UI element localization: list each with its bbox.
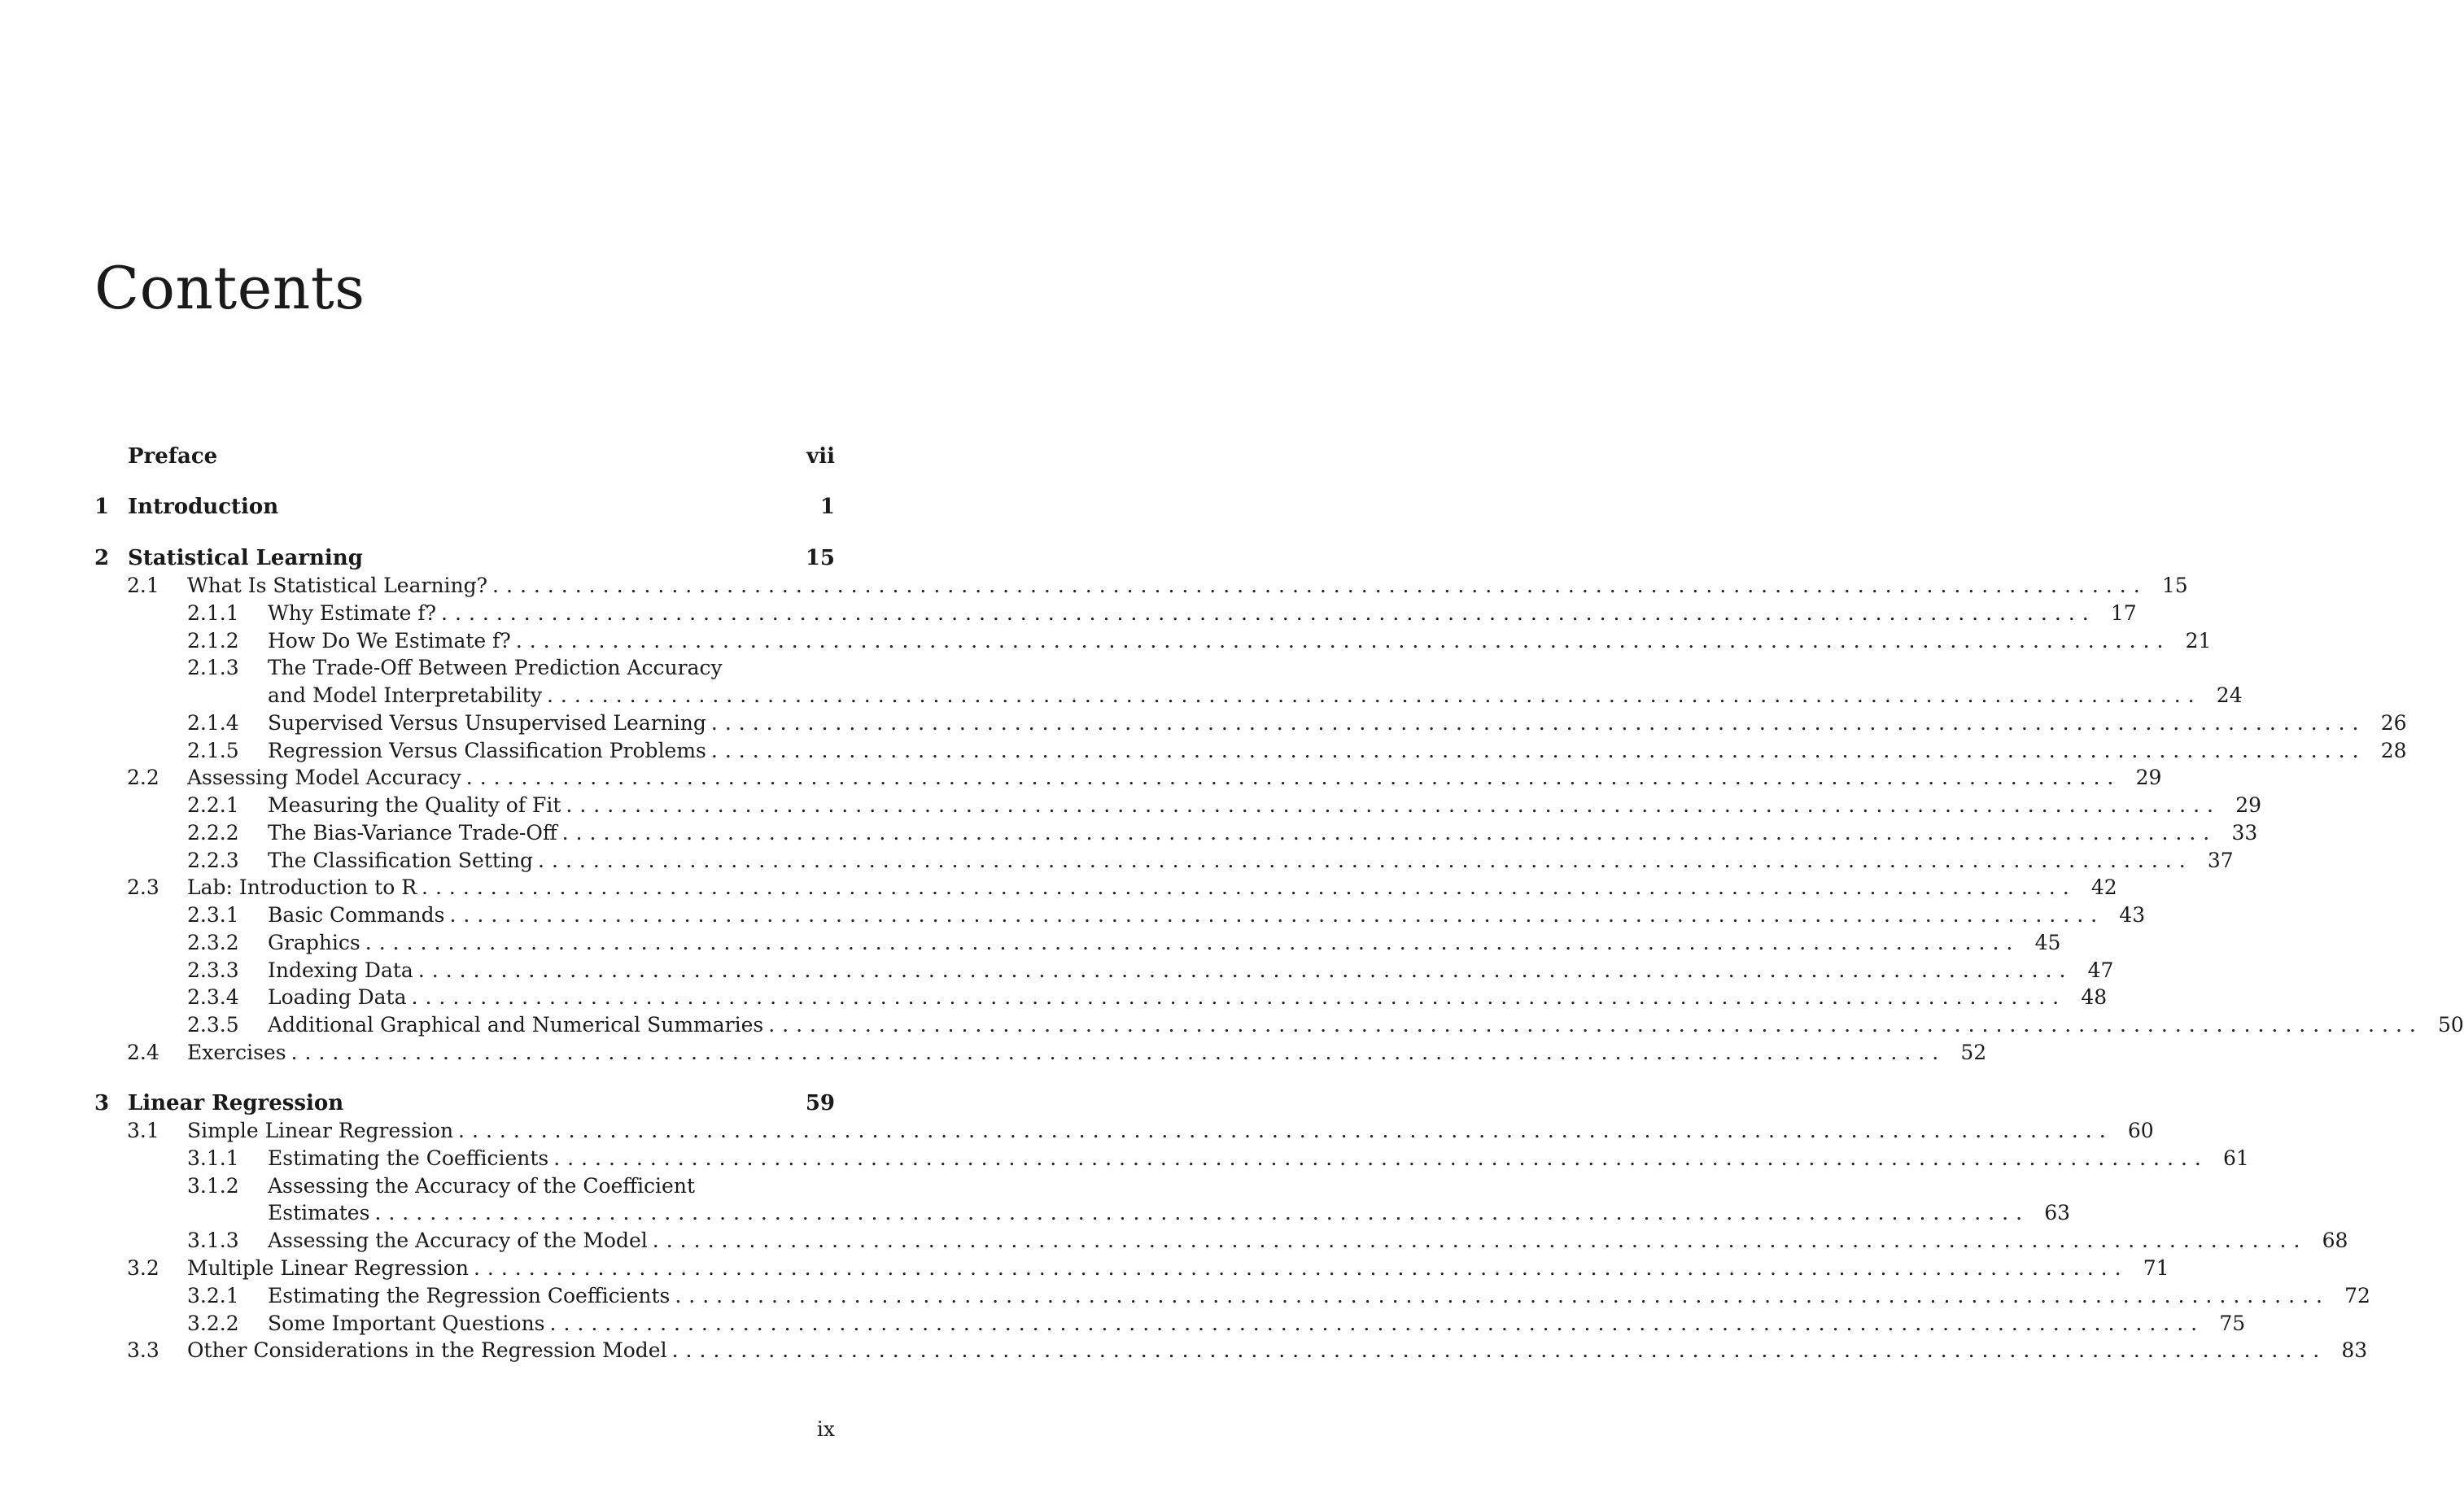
toc-subsection-entry[interactable] bbox=[94, 1282, 2370, 1310]
toc-entry-title: How Do We Estimate f? bbox=[268, 629, 511, 653]
dot-leader: ........................................................................................................................ bbox=[553, 1146, 2208, 1170]
toc-entry-title: Some Important Questions bbox=[268, 1312, 545, 1335]
toc-subsection-entry[interactable] bbox=[94, 847, 2234, 875]
toc-entry-title: The Classification Setting bbox=[268, 849, 534, 872]
toc-entry-page: 24 bbox=[2216, 683, 2243, 707]
toc-entry-page: 15 bbox=[2161, 574, 2188, 597]
toc-entry-title: Other Considerations in the Regression Model bbox=[187, 1338, 667, 1362]
toc-subsection-entry[interactable] bbox=[94, 901, 2146, 929]
toc-entry-continuation[interactable] bbox=[94, 682, 2243, 709]
toc-chapter-entry[interactable] bbox=[94, 544, 835, 572]
toc-entry-number: 2.1.2 bbox=[187, 629, 239, 653]
toc-subsection-entry[interactable] bbox=[94, 737, 2407, 765]
toc-subsection-entry[interactable] bbox=[94, 600, 2137, 627]
dot-leader: ........................................................................................................................ bbox=[515, 629, 2171, 653]
toc-entry-number: 2.3.4 bbox=[187, 985, 239, 1009]
dot-leader: ........................................................................................................................ bbox=[458, 1119, 2113, 1142]
toc-entry-title: Estimating the Regression Coefficients bbox=[268, 1284, 671, 1307]
dot-leader: ........................................................................................................................ bbox=[411, 985, 2067, 1009]
dot-leader: ........................................................................................................................ bbox=[652, 1229, 2308, 1252]
toc-entry-number: 3.1 bbox=[127, 1119, 159, 1142]
toc-entry-page: 60 bbox=[2127, 1119, 2154, 1142]
dot-leader: ........................................................................................................................ bbox=[441, 601, 2096, 625]
dot-leader: ........................................................................................................................ bbox=[710, 739, 2366, 762]
toc-entry-number: 2.3.5 bbox=[187, 1013, 239, 1037]
page-title: Contents bbox=[94, 254, 365, 322]
toc-entry-number: 3.2.1 bbox=[187, 1284, 239, 1307]
dot-leader: ........................................................................................................................ bbox=[492, 574, 2147, 597]
toc-entry-title: Multiple Linear Regression bbox=[187, 1256, 469, 1280]
dot-leader: ........................................................................................................................ bbox=[449, 903, 2105, 927]
dot-leader: ........................................................................................................................ bbox=[549, 1312, 2205, 1335]
toc-section-entry[interactable] bbox=[94, 1255, 2169, 1282]
toc-entry-number: 2.2.1 bbox=[187, 793, 239, 817]
toc-entry-number: 2.3 bbox=[127, 875, 159, 899]
toc-entry-number: 2.3.1 bbox=[187, 903, 239, 927]
toc-entry-title: Measuring the Quality of Fit bbox=[268, 793, 561, 817]
toc-entry-page: 1 bbox=[819, 495, 835, 519]
toc-section-entry[interactable] bbox=[94, 572, 2188, 600]
toc-section-entry[interactable] bbox=[94, 1039, 1987, 1067]
toc-entry-number: 3.2 bbox=[127, 1256, 159, 1280]
dot-leader: ........................................................................................................................ bbox=[365, 931, 2021, 954]
toc-entry-title: Assessing the Accuracy of the Model bbox=[268, 1229, 648, 1252]
toc-section-entry[interactable] bbox=[94, 1117, 2154, 1145]
toc-entry-page: 59 bbox=[805, 1091, 835, 1115]
toc-entry-title: Simple Linear Regression bbox=[187, 1119, 454, 1142]
toc-entry-title: Statistical Learning bbox=[128, 546, 363, 570]
toc-subsection-entry[interactable] bbox=[94, 1172, 835, 1200]
toc-entry-title: What Is Statistical Learning? bbox=[187, 574, 488, 597]
toc-entry-title: Basic Commands bbox=[268, 903, 445, 927]
toc-subsection-entry[interactable] bbox=[94, 1227, 2348, 1255]
toc-entry-number: 2.1 bbox=[127, 574, 159, 597]
toc-entry-title: and Model Interpretability bbox=[268, 683, 542, 707]
dot-leader: ........................................................................................................................ bbox=[546, 683, 2202, 707]
toc-entry-page: 28 bbox=[2380, 739, 2407, 762]
dot-leader: ........................................................................................................................ bbox=[422, 875, 2077, 899]
toc-entry-number: 2.1.3 bbox=[187, 656, 239, 679]
toc-entry-page: 15 bbox=[805, 546, 835, 570]
toc-entry-number: 1 bbox=[94, 495, 110, 519]
toc-entry-page: 42 bbox=[2090, 875, 2117, 899]
dot-leader: ........................................................................................................................ bbox=[417, 958, 2073, 982]
toc-subsection-entry[interactable] bbox=[94, 1310, 2246, 1338]
toc-subsection-entry[interactable] bbox=[94, 957, 2114, 984]
dot-leader: ........................................................................................................................ bbox=[374, 1201, 2030, 1224]
toc-entry-title: Estimating the Coefficients bbox=[268, 1146, 549, 1170]
toc-entry-title: Indexing Data bbox=[268, 958, 413, 982]
toc-entry-title: Additional Graphical and Numerical Summaries bbox=[268, 1013, 764, 1037]
toc-entry-title: Why Estimate f? bbox=[268, 601, 437, 625]
toc-entry-number: 3.1.2 bbox=[187, 1174, 239, 1198]
toc-entry-page: 75 bbox=[2219, 1312, 2246, 1335]
dot-leader: ........................................................................................................................ bbox=[710, 711, 2366, 735]
dot-leader: ........................................................................................................................ bbox=[465, 766, 2121, 789]
toc-subsection-entry[interactable] bbox=[94, 627, 2212, 655]
toc-entry-title: Exercises bbox=[187, 1041, 286, 1064]
toc-entry-title: Assessing Model Accuracy bbox=[187, 766, 461, 789]
toc-section-entry[interactable] bbox=[94, 764, 2162, 792]
toc-entry-title: The Bias-Variance Trade-Off bbox=[268, 821, 557, 845]
toc-entry-title: The Trade-Off Between Prediction Accuracy bbox=[268, 656, 723, 679]
toc-entry-title: Estimates bbox=[268, 1201, 370, 1224]
toc-entry-page: 72 bbox=[2344, 1284, 2370, 1307]
toc-chapter-entry[interactable] bbox=[94, 493, 835, 521]
toc-entry-title: Supervised Versus Unsupervised Learning bbox=[268, 711, 706, 735]
toc-entry-page: 29 bbox=[2135, 766, 2162, 789]
toc-entry-number: 2.3.3 bbox=[187, 958, 239, 982]
toc-entry-page: 52 bbox=[1960, 1041, 1987, 1064]
toc-entry-page: 71 bbox=[2143, 1256, 2169, 1280]
toc-entry-title: Introduction bbox=[128, 495, 279, 519]
toc-entry-number: 3 bbox=[94, 1091, 110, 1115]
toc-entry-page: 33 bbox=[2231, 821, 2258, 845]
toc-subsection-entry[interactable] bbox=[94, 1011, 2464, 1039]
dot-leader: ........................................................................................................................ bbox=[671, 1338, 2327, 1362]
toc-chapter-entry[interactable] bbox=[94, 443, 835, 470]
dot-leader: ........................................................................................................................ bbox=[566, 793, 2221, 817]
toc-entry-number: 2 bbox=[94, 546, 110, 570]
dot-leader: ........................................................................................................................ bbox=[675, 1284, 2330, 1307]
dot-leader: ........................................................................................................................ bbox=[291, 1041, 1946, 1064]
toc-entry-number: 2.4 bbox=[127, 1041, 159, 1064]
page-number: ix bbox=[816, 1417, 835, 1441]
toc-entry-page: 17 bbox=[2110, 601, 2137, 625]
toc-subsection-entry[interactable] bbox=[94, 709, 2407, 737]
toc-entry-page: 61 bbox=[2223, 1146, 2249, 1170]
dot-leader: ........................................................................................................................ bbox=[538, 849, 2193, 872]
toc-entry-page: 83 bbox=[2341, 1338, 2368, 1362]
toc-entry-page: 21 bbox=[2185, 629, 2212, 653]
toc-subsection-entry[interactable] bbox=[94, 654, 835, 682]
toc-entry-page: 43 bbox=[2119, 903, 2146, 927]
toc-entry-page: 50 bbox=[2438, 1013, 2464, 1037]
toc-entry-number: 3.1.1 bbox=[187, 1146, 239, 1170]
toc-entry-page: 68 bbox=[2322, 1229, 2348, 1252]
toc-entry-number: 2.1.4 bbox=[187, 711, 239, 735]
toc-entry-title: Lab: Introduction to R bbox=[187, 875, 417, 899]
toc-entry-page: 45 bbox=[2034, 931, 2061, 954]
toc-subsection-entry[interactable] bbox=[94, 819, 2258, 847]
toc-entry-title: Graphics bbox=[268, 931, 360, 954]
toc-section-entry[interactable] bbox=[94, 874, 2117, 901]
toc-entry-page: vii bbox=[806, 444, 835, 469]
toc-section-entry[interactable] bbox=[94, 1337, 2368, 1364]
toc-subsection-entry[interactable] bbox=[94, 1145, 2249, 1172]
dot-leader: ........................................................................................................................ bbox=[768, 1013, 2423, 1037]
toc-entry-page: 37 bbox=[2207, 849, 2234, 872]
toc-entry-number: 2.2 bbox=[127, 766, 159, 789]
toc-entry-title: Regression Versus Classification Problems bbox=[268, 739, 706, 762]
toc-entry-title: Preface bbox=[128, 444, 218, 469]
toc-entry-title: Linear Regression bbox=[128, 1091, 344, 1115]
toc-subsection-entry[interactable] bbox=[94, 929, 2061, 957]
toc-entry-number: 2.3.2 bbox=[187, 931, 239, 954]
toc-entry-number: 2.2.3 bbox=[187, 849, 239, 872]
toc-entry-page: 29 bbox=[2235, 793, 2261, 817]
toc-entry-number: 2.1.5 bbox=[187, 739, 239, 762]
toc-entry-title: Loading Data bbox=[268, 985, 407, 1009]
toc-entry-number: 3.1.3 bbox=[187, 1229, 239, 1252]
toc-entry-number: 2.2.2 bbox=[187, 821, 239, 845]
dot-leader: ........................................................................................................................ bbox=[473, 1256, 2129, 1280]
toc-subsection-entry[interactable] bbox=[94, 984, 2108, 1011]
toc-entry-page: 47 bbox=[2087, 958, 2114, 982]
toc-subsection-entry[interactable] bbox=[94, 792, 2261, 819]
toc-entry-page: 63 bbox=[2044, 1201, 2071, 1224]
toc-entry-number: 3.2.2 bbox=[187, 1312, 239, 1335]
toc-entry-number: 2.1.1 bbox=[187, 601, 239, 625]
dot-leader: ........................................................................................................................ bbox=[561, 821, 2217, 845]
toc-entry-continuation[interactable] bbox=[94, 1199, 2071, 1227]
toc-entry-number: 3.3 bbox=[127, 1338, 159, 1362]
toc-entry-title: Assessing the Accuracy of the Coefficient bbox=[268, 1174, 695, 1198]
toc-entry-page: 26 bbox=[2380, 711, 2407, 735]
toc-entry-page: 48 bbox=[2081, 985, 2108, 1009]
toc-chapter-entry[interactable] bbox=[94, 1089, 835, 1117]
